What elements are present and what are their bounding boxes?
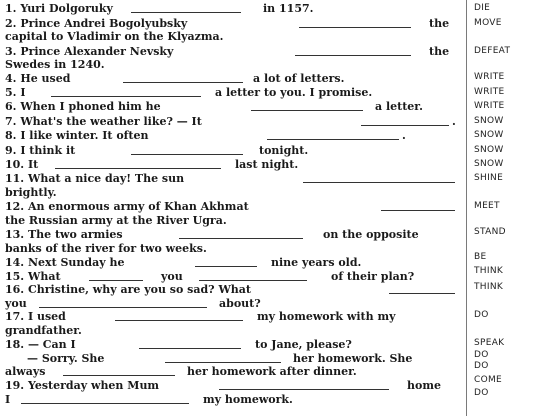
- sentence-text: 13. The two armies: [5, 228, 123, 241]
- verb-hint: SNOW: [474, 116, 504, 126]
- verb-hint: THINK: [474, 266, 504, 276]
- verb-hint: THINK: [474, 282, 504, 292]
- sentence-line: [5, 214, 457, 227]
- answer-blank[interactable]: [179, 238, 303, 239]
- answer-blank[interactable]: [389, 293, 455, 294]
- sentence-line: [5, 270, 457, 283]
- verb-hint: SNOW: [474, 159, 504, 169]
- answer-blank[interactable]: [219, 389, 389, 390]
- answer-blank[interactable]: [199, 280, 307, 281]
- answer-blank[interactable]: [89, 280, 143, 281]
- sentence-text: to Jane, please?: [255, 338, 352, 351]
- sentence-line: [5, 256, 457, 269]
- sentence-text: 8. I like winter. It often: [5, 129, 149, 142]
- sentence-line: [5, 365, 457, 378]
- sentence-text: 18. — Can I: [5, 338, 76, 351]
- sentence-line: [5, 86, 457, 99]
- answer-blank[interactable]: [21, 403, 189, 404]
- sentence-text: her homework after dinner.: [187, 365, 357, 378]
- answer-blank[interactable]: [165, 362, 281, 363]
- sentence-text: — Sorry. She: [27, 352, 105, 365]
- verb-hint: DO: [474, 350, 489, 360]
- sentence-line: [5, 242, 457, 255]
- sentence-text: a lot of letters.: [253, 72, 345, 85]
- sentence-text: 14. Next Sunday he: [5, 256, 125, 269]
- verb-hint: BE: [474, 252, 487, 262]
- verb-hint: SNOW: [474, 130, 504, 140]
- column-divider: [466, 0, 467, 416]
- answer-blank[interactable]: [131, 12, 241, 13]
- sentence-text: nine years old.: [271, 256, 362, 269]
- sentence-text: of their plan?: [331, 270, 415, 283]
- sentence-text: 5. I: [5, 86, 26, 99]
- answer-blank[interactable]: [115, 320, 243, 321]
- sentence-text: a letter to you. I promise.: [215, 86, 373, 99]
- sentence-text: 4. He used: [5, 72, 71, 85]
- sentence-text: the: [429, 17, 450, 30]
- sentence-text: in 1157.: [263, 2, 314, 15]
- sentence-line: [5, 115, 457, 128]
- sentence-text: the: [429, 45, 450, 58]
- sentence-line: [5, 144, 457, 157]
- sentence-text: banks of the river for two weeks.: [5, 242, 207, 255]
- answer-blank[interactable]: [295, 55, 411, 56]
- sentence-line: [5, 172, 457, 185]
- sentence-text: .: [452, 115, 456, 128]
- verb-hint: WRITE: [474, 101, 505, 111]
- verb-hint: STAND: [474, 227, 506, 237]
- sentence-text: 19. Yesterday when Mum: [5, 379, 160, 392]
- sentence-text: about?: [219, 297, 261, 310]
- sentence-line: [5, 58, 457, 71]
- answer-blank[interactable]: [139, 348, 241, 349]
- sentence-text: you: [5, 297, 27, 310]
- sentence-text: 9. I think it: [5, 144, 76, 157]
- sentence-text: 12. An enormous army of Khan Akhmat: [5, 200, 249, 213]
- sentence-line: [5, 352, 457, 365]
- verb-hint: DIE: [474, 3, 491, 13]
- sentence-text: 3. Prince Alexander Nevsky: [5, 45, 174, 58]
- sentence-text: a letter.: [375, 100, 423, 113]
- answer-blank[interactable]: [39, 307, 207, 308]
- sentence-line: [5, 17, 457, 30]
- sentence-text: tonight.: [259, 144, 309, 157]
- answer-blank[interactable]: [131, 154, 243, 155]
- sentence-text: on the opposite: [323, 228, 419, 241]
- sentence-line: [5, 158, 457, 171]
- sentence-line: [5, 228, 457, 241]
- sentence-line: [5, 2, 457, 15]
- verb-hint: WRITE: [474, 72, 505, 82]
- sentence-text: 15. What: [5, 270, 61, 283]
- sentence-text: Swedes in 1240.: [5, 58, 105, 71]
- sentence-line: [5, 45, 457, 58]
- sentence-text: last night.: [235, 158, 299, 171]
- sentence-line: [5, 393, 457, 406]
- answer-blank[interactable]: [303, 182, 455, 183]
- sentence-text: I: [5, 393, 11, 406]
- verb-hint: WRITE: [474, 87, 505, 97]
- sentence-line: [5, 338, 457, 351]
- sentence-text: my homework with my: [257, 310, 396, 323]
- answer-blank[interactable]: [51, 96, 201, 97]
- sentence-text: brightly.: [5, 186, 57, 199]
- sentence-line: [5, 186, 457, 199]
- sentence-text: home: [407, 379, 441, 392]
- verb-hint: SPEAK: [474, 338, 505, 348]
- sentence-text: 7. What's the weather like? — It: [5, 115, 202, 128]
- sentence-text: my homework.: [203, 393, 293, 406]
- sentence-text: .: [402, 129, 406, 142]
- verb-hint: MOVE: [474, 18, 502, 28]
- sentence-text: 16. Christine, why are you so sad? What: [5, 283, 252, 296]
- answer-blank[interactable]: [63, 375, 175, 376]
- sentence-text: you: [161, 270, 183, 283]
- sentence-text: 6. When I phoned him he: [5, 100, 161, 113]
- sentence-line: [5, 129, 457, 142]
- answer-blank[interactable]: [299, 27, 411, 28]
- sentence-text: 11. What a nice day! The sun: [5, 172, 185, 185]
- answer-blank[interactable]: [55, 168, 221, 169]
- answer-blank[interactable]: [381, 210, 455, 211]
- verb-hint: COME: [474, 375, 503, 385]
- answer-blank[interactable]: [123, 82, 243, 83]
- sentence-text: grandfather.: [5, 324, 82, 337]
- answer-blank[interactable]: [195, 266, 257, 267]
- answer-blank[interactable]: [267, 139, 399, 140]
- sentence-text: 1. Yuri Dolgoruky: [5, 2, 113, 15]
- verb-hint: MEET: [474, 201, 500, 211]
- sentence-line: [5, 200, 457, 213]
- sentence-text: 10. It: [5, 158, 39, 171]
- sentence-line: [5, 72, 457, 85]
- verb-hint: DO: [474, 388, 489, 398]
- sentence-text: 2. Prince Andrei Bogolyubsky: [5, 17, 188, 30]
- verb-hint: DO: [474, 310, 489, 320]
- sentence-line: [5, 30, 457, 43]
- sentence-line: [5, 297, 457, 310]
- sentence-text: 17. I used: [5, 310, 66, 323]
- sentence-line: [5, 310, 457, 323]
- verb-hint: DEFEAT: [474, 46, 511, 56]
- sentence-text: capital to Vladimir on the Klyazma.: [5, 30, 224, 43]
- sentence-text: her homework. She: [293, 352, 413, 365]
- sentence-text: the Russian army at the River Ugra.: [5, 214, 227, 227]
- sentence-line: [5, 379, 457, 392]
- verb-hint: SNOW: [474, 145, 504, 155]
- verb-hint: DO: [474, 361, 489, 371]
- sentence-line: [5, 324, 457, 337]
- sentence-text: always: [5, 365, 46, 378]
- answer-blank[interactable]: [251, 110, 363, 111]
- sentence-line: [5, 100, 457, 113]
- verb-hint: SHINE: [474, 173, 504, 183]
- answer-blank[interactable]: [361, 125, 449, 126]
- sentence-line: [5, 283, 457, 296]
